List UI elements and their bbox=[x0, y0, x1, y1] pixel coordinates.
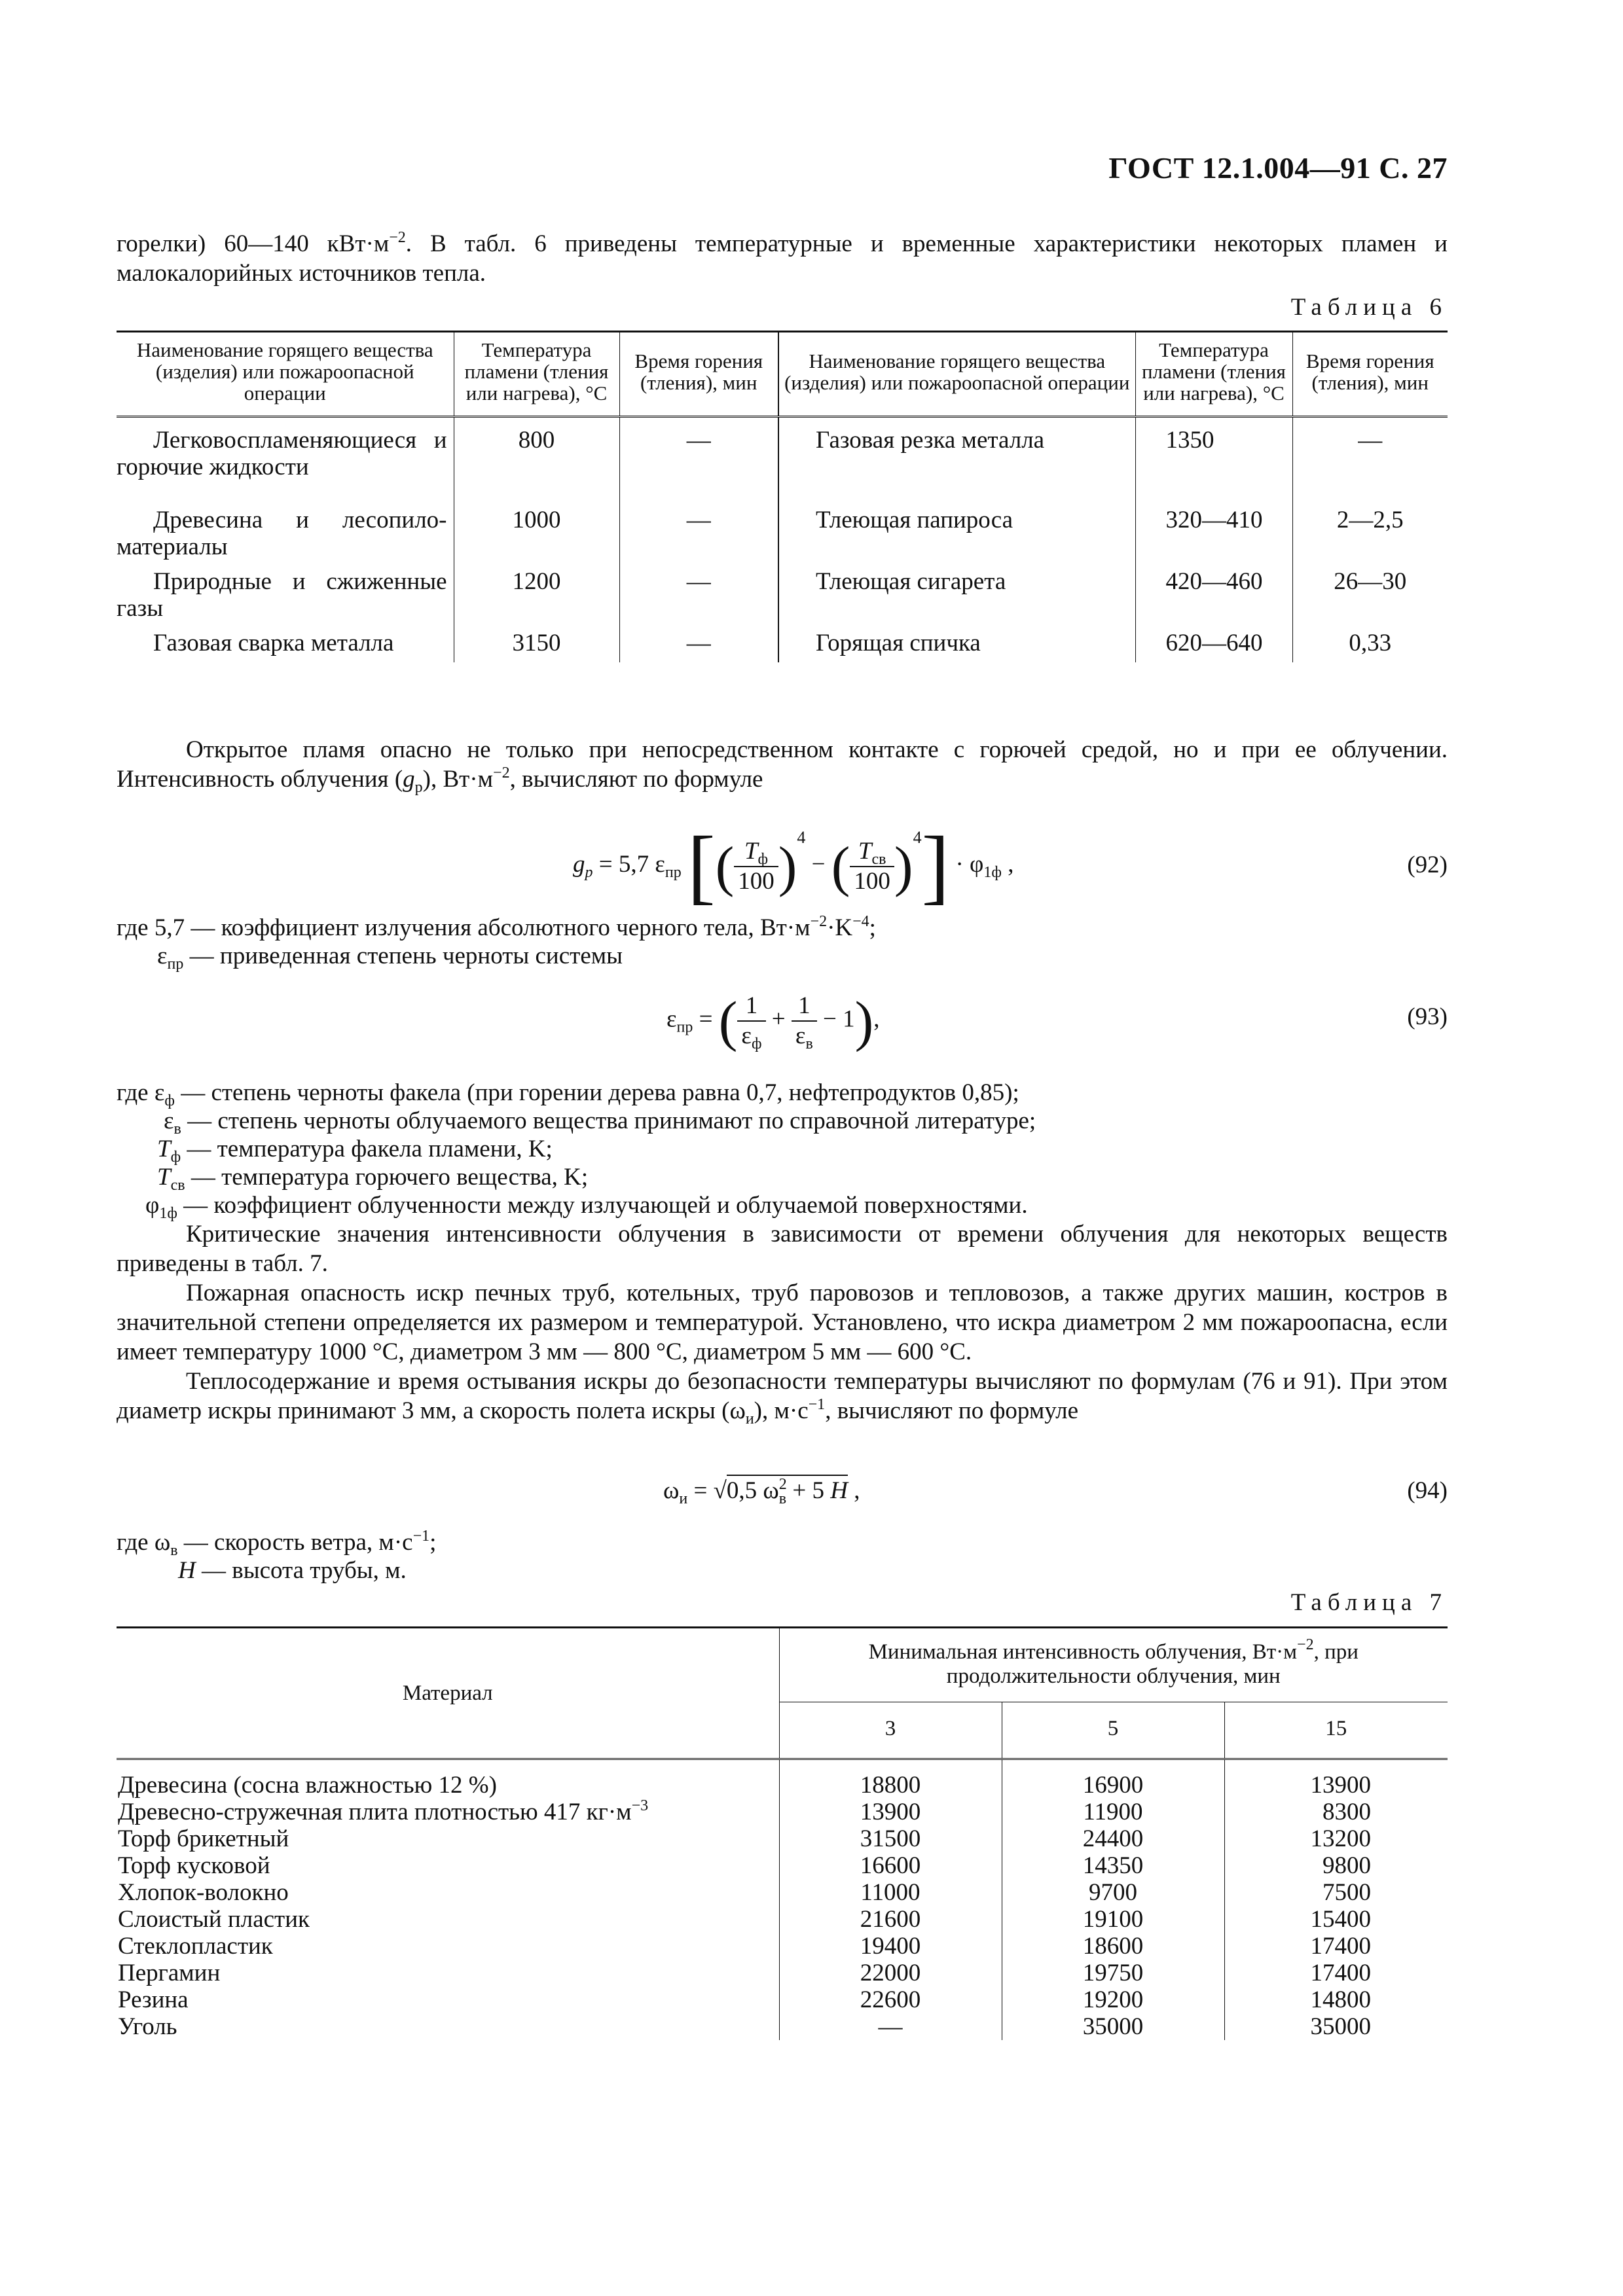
table7-value: 17400 bbox=[1224, 1933, 1448, 1960]
definition-row: $\varepsilon_в$ — степень черноты облучаемого вещества принимают по справочной литературе; bbox=[164, 1107, 1036, 1138]
definition-row: $\varepsilon_{пр}$ — приведенная степень черноты системы bbox=[157, 942, 623, 973]
equation-number-93: (93) bbox=[1407, 1003, 1448, 1030]
table7-value: 13900 bbox=[1224, 1759, 1448, 1799]
table7-header-group: Минимальная интенсивность облучения, $Вт\cdot м^{-2}$, при продолжительности облучения, мин bbox=[779, 1628, 1448, 1702]
table7-value: 9800 bbox=[1224, 1852, 1448, 1879]
table7-value: 19400 bbox=[779, 1933, 1002, 1960]
table6-cell: 0,33 bbox=[1292, 630, 1448, 662]
table6-header-row bbox=[117, 332, 1448, 417]
running-header: ГОСТ 12.1.004—91 С. 27 bbox=[1108, 151, 1448, 185]
definition-row: где 5,7 — коэффициент излучения абсолютного черного тела, $Вт\cdot м^{-2}\cdot K^{-4}$; bbox=[117, 913, 876, 941]
definition-row: где $\omega_в$ — скорость ветра, $м\cdot с^{-1}$; bbox=[117, 1528, 437, 1559]
table7-value: 8300 bbox=[1224, 1799, 1448, 1825]
table6-cell: — bbox=[619, 417, 778, 507]
table6-cell: — bbox=[619, 568, 778, 630]
definition-row: где $\varepsilon_ф$ — степень черноты факела (при горении дерева равна 0,7, нефтепродуктов 0,85); bbox=[117, 1079, 1019, 1109]
table6-cell: 3150 bbox=[454, 630, 619, 662]
table7-value: 22000 bbox=[779, 1960, 1002, 1986]
table6-cell: 620—640 bbox=[1135, 630, 1292, 662]
formula-94-expression: $\omega_и = √0,5$ $\omega^2_в + 5$ H , bbox=[663, 1476, 860, 1507]
formula-93-expression: $\varepsilon_{пр}$ = ( $\frac{1}{\varepsilon_ф}$ + $\frac{1}{\varepsilon_в}$ − 1), bbox=[666, 990, 880, 1052]
definition-row: $T_ф$ — температура факела пламени, K; bbox=[157, 1136, 553, 1166]
formula-93 bbox=[117, 988, 1448, 1073]
table-row bbox=[117, 2013, 1448, 2040]
table6-cell: 420—460 bbox=[1135, 568, 1292, 630]
table7-value: 22600 bbox=[779, 1986, 1002, 2013]
formula-94-definitions bbox=[117, 1528, 1448, 1585]
table7-value: 14350 bbox=[1002, 1852, 1224, 1879]
table7-value: 18800 bbox=[779, 1759, 1002, 1799]
equation-number-92: (92) bbox=[1407, 852, 1448, 878]
table6-cell: Тлеющая папироса bbox=[778, 507, 1135, 568]
table7-value: — bbox=[779, 2013, 1002, 2040]
table6-cell: 2—2,5 bbox=[1292, 507, 1448, 568]
table7-value: 19200 bbox=[1002, 1986, 1224, 2013]
table6-cell: Легковоспламеняющиеся и горючие жидкости bbox=[117, 427, 447, 480]
table6-cell: 1350 bbox=[1135, 417, 1292, 507]
table-row bbox=[117, 1759, 1448, 1799]
table-row bbox=[117, 417, 1448, 507]
table-row bbox=[117, 630, 1448, 662]
table7-value: 19750 bbox=[1002, 1960, 1224, 1986]
table7-duration-5: 5 bbox=[1002, 1702, 1224, 1759]
table6-cell: — bbox=[1292, 417, 1448, 507]
definition-row: H — высота трубы, м. bbox=[178, 1557, 407, 1584]
table-row bbox=[117, 1986, 1448, 2013]
formula-94 bbox=[117, 1471, 1448, 1524]
table7-material: Слоистый пластик bbox=[118, 1906, 310, 1933]
table-row bbox=[117, 1799, 1448, 1825]
table6-cell: 1200 bbox=[454, 568, 619, 630]
table6-cell: Тлеющая сигарета bbox=[778, 568, 1135, 630]
table7-value: 16900 bbox=[1002, 1759, 1224, 1799]
table7-value: 35000 bbox=[1224, 2013, 1448, 2040]
table6-caption: Таблица 6 bbox=[1290, 294, 1448, 321]
table7-material: Уголь bbox=[118, 2013, 177, 2040]
table7-header-material: Материал bbox=[117, 1628, 779, 1759]
table-row bbox=[117, 1825, 1448, 1852]
table7-duration-3: 3 bbox=[779, 1702, 1002, 1759]
table-row bbox=[117, 1960, 1448, 1986]
table6-grid bbox=[117, 331, 1448, 662]
table6-cell: 800 bbox=[454, 417, 619, 507]
formula-92-definitions bbox=[117, 913, 1448, 973]
formula-93-definitions bbox=[117, 1079, 1448, 1222]
table6-header-time-2: Время горения (тления), мин bbox=[1292, 332, 1448, 417]
definition-row: $\varphi_{1ф}$ — коэффициент облученности между излучающей и облучаемой поверхностями. bbox=[145, 1192, 1028, 1222]
table7-material: Стеклопластик bbox=[118, 1933, 273, 1960]
table7-value: 24400 bbox=[1002, 1825, 1224, 1852]
formula-92-expression: $g_р = 5,7$ $\varepsilon_{пр}$ [( $\frac{T_ф}{100}$ )$^4$ − ( $\frac{T_{св}}{100}$ )$^4] \cdot \varphi_{1ф}$ , bbox=[573, 819, 1014, 912]
table-row bbox=[117, 1852, 1448, 1879]
paragraph-open-flame: Открытое пламя опасно не только при непосредственном контакте с горючей средой, но и при ее облучении. Интенсивность облучения $(g_р)$, $Вт\cdot м^{-2}$, вычисляют по формуле bbox=[117, 736, 1448, 796]
table-row bbox=[117, 568, 1448, 630]
table6-cell: Газовая резка металла bbox=[778, 417, 1135, 507]
table7-value: 15400 bbox=[1224, 1906, 1448, 1933]
table7-caption: Таблица 7 bbox=[1290, 1589, 1448, 1616]
body-text bbox=[117, 1219, 1448, 1426]
table-row bbox=[117, 507, 1448, 568]
table7-material: Торф брикетный bbox=[118, 1825, 289, 1852]
table-row bbox=[117, 1933, 1448, 1960]
paragraph-heat-content: Теплосодержание и время остывания искры до безопасности температуры вычисляют по формулам (76 и 91). При этом диаметр искры принимают 3 мм, а скорость полета искры $(\omega_и)$, $м\cdot с^{-1}$, вычисляют по формуле bbox=[117, 1368, 1448, 1427]
table6-cell: — bbox=[619, 507, 778, 568]
table7-value: 19100 bbox=[1002, 1906, 1224, 1933]
table6-header-time: Время горения (тления), мин bbox=[619, 332, 778, 417]
intro-paragraph: горелки) 60—140 $кВт\cdot м^{-2}$. В табл. 6 приведены температурные и временные характеристики некоторых пламен и малокалорийных источников тепла. bbox=[117, 229, 1448, 287]
table6-header-name-2: Наименование горящего вещества (изделия) или пожароопасной операции bbox=[778, 332, 1135, 417]
table7-value: 11000 bbox=[779, 1879, 1002, 1906]
document-page bbox=[117, 0, 1448, 2296]
table7-value: 16600 bbox=[779, 1852, 1002, 1879]
table7-value: 18600 bbox=[1002, 1933, 1224, 1960]
table7-value: 11900 bbox=[1002, 1799, 1224, 1825]
formula-92 bbox=[117, 818, 1448, 916]
table6-cell: 320—410 bbox=[1135, 507, 1292, 568]
table7-material: Торф кусковой bbox=[118, 1852, 270, 1879]
table6-cell: — bbox=[619, 630, 778, 662]
table6 bbox=[117, 331, 1448, 662]
equation-number-94: (94) bbox=[1407, 1477, 1448, 1504]
table6-header-name: Наименование горящего вещества (изделия) или пожароопасной операции bbox=[117, 332, 454, 417]
table7-grid bbox=[117, 1626, 1448, 2040]
table-row bbox=[117, 1879, 1448, 1906]
table7 bbox=[117, 1626, 1448, 2040]
table7-material: Древесно-стружечная плита плотностью 417 $кг\cdot м^{-3}$ bbox=[118, 1797, 649, 1825]
table6-cell: Горящая спичка bbox=[778, 630, 1135, 662]
table7-value: 35000 bbox=[1002, 2013, 1224, 2040]
table7-header-row bbox=[117, 1628, 1448, 1702]
table6-header-temp: Температура пламени (тления или нагрева), °С bbox=[454, 332, 619, 417]
table7-value: 7500 bbox=[1224, 1879, 1448, 1906]
table6-cell: 1000 bbox=[454, 507, 619, 568]
table7-value: 13900 bbox=[779, 1799, 1002, 1825]
paragraph-spark-hazard: Пожарная опасность искр печных труб, котельных, труб паровозов и тепловозов, а также других машин, костров в значительной степени определяется их размером и температурой. Установлено, что искра диаметром 2 мм пожароопасна, если имеет температуру 1000 °С, диаметром 3 мм — 800 °С, диаметром 5 мм — 600 °С. bbox=[117, 1280, 1448, 1365]
table7-duration-15: 15 bbox=[1224, 1702, 1448, 1759]
table6-cell: Природные и сжиженные газы bbox=[117, 567, 447, 622]
table7-value: 21600 bbox=[779, 1906, 1002, 1933]
table7-material: Хлопок-волокно bbox=[118, 1879, 289, 1906]
table7-value: 13200 bbox=[1224, 1825, 1448, 1852]
table6-cell: Древесина и лесопиломатериалы bbox=[117, 506, 447, 560]
table6-cell: 26—30 bbox=[1292, 568, 1448, 630]
table-row bbox=[117, 1906, 1448, 1933]
table7-value: 9700 bbox=[1002, 1879, 1224, 1906]
paragraph-critical-values: Критические значения интенсивности облучения в зависимости от времени облучения для некоторых веществ приведены в табл. 7. bbox=[117, 1221, 1448, 1277]
table7-value: 31500 bbox=[779, 1825, 1002, 1852]
table6-cell: Газовая сварка металла bbox=[153, 629, 394, 656]
definition-row: $T_{св}$ — температура горючего вещества, K; bbox=[157, 1164, 589, 1194]
table7-material: Древесина (сосна влажностью 12 %) bbox=[118, 1772, 497, 1799]
table7-material: Резина bbox=[118, 1986, 189, 2013]
table7-material: Пергамин bbox=[118, 1960, 221, 1986]
table7-value: 17400 bbox=[1224, 1960, 1448, 1986]
table7-value: 14800 bbox=[1224, 1986, 1448, 2013]
table6-header-temp-2: Температура пламени (тления или нагрева), °С bbox=[1135, 332, 1292, 417]
